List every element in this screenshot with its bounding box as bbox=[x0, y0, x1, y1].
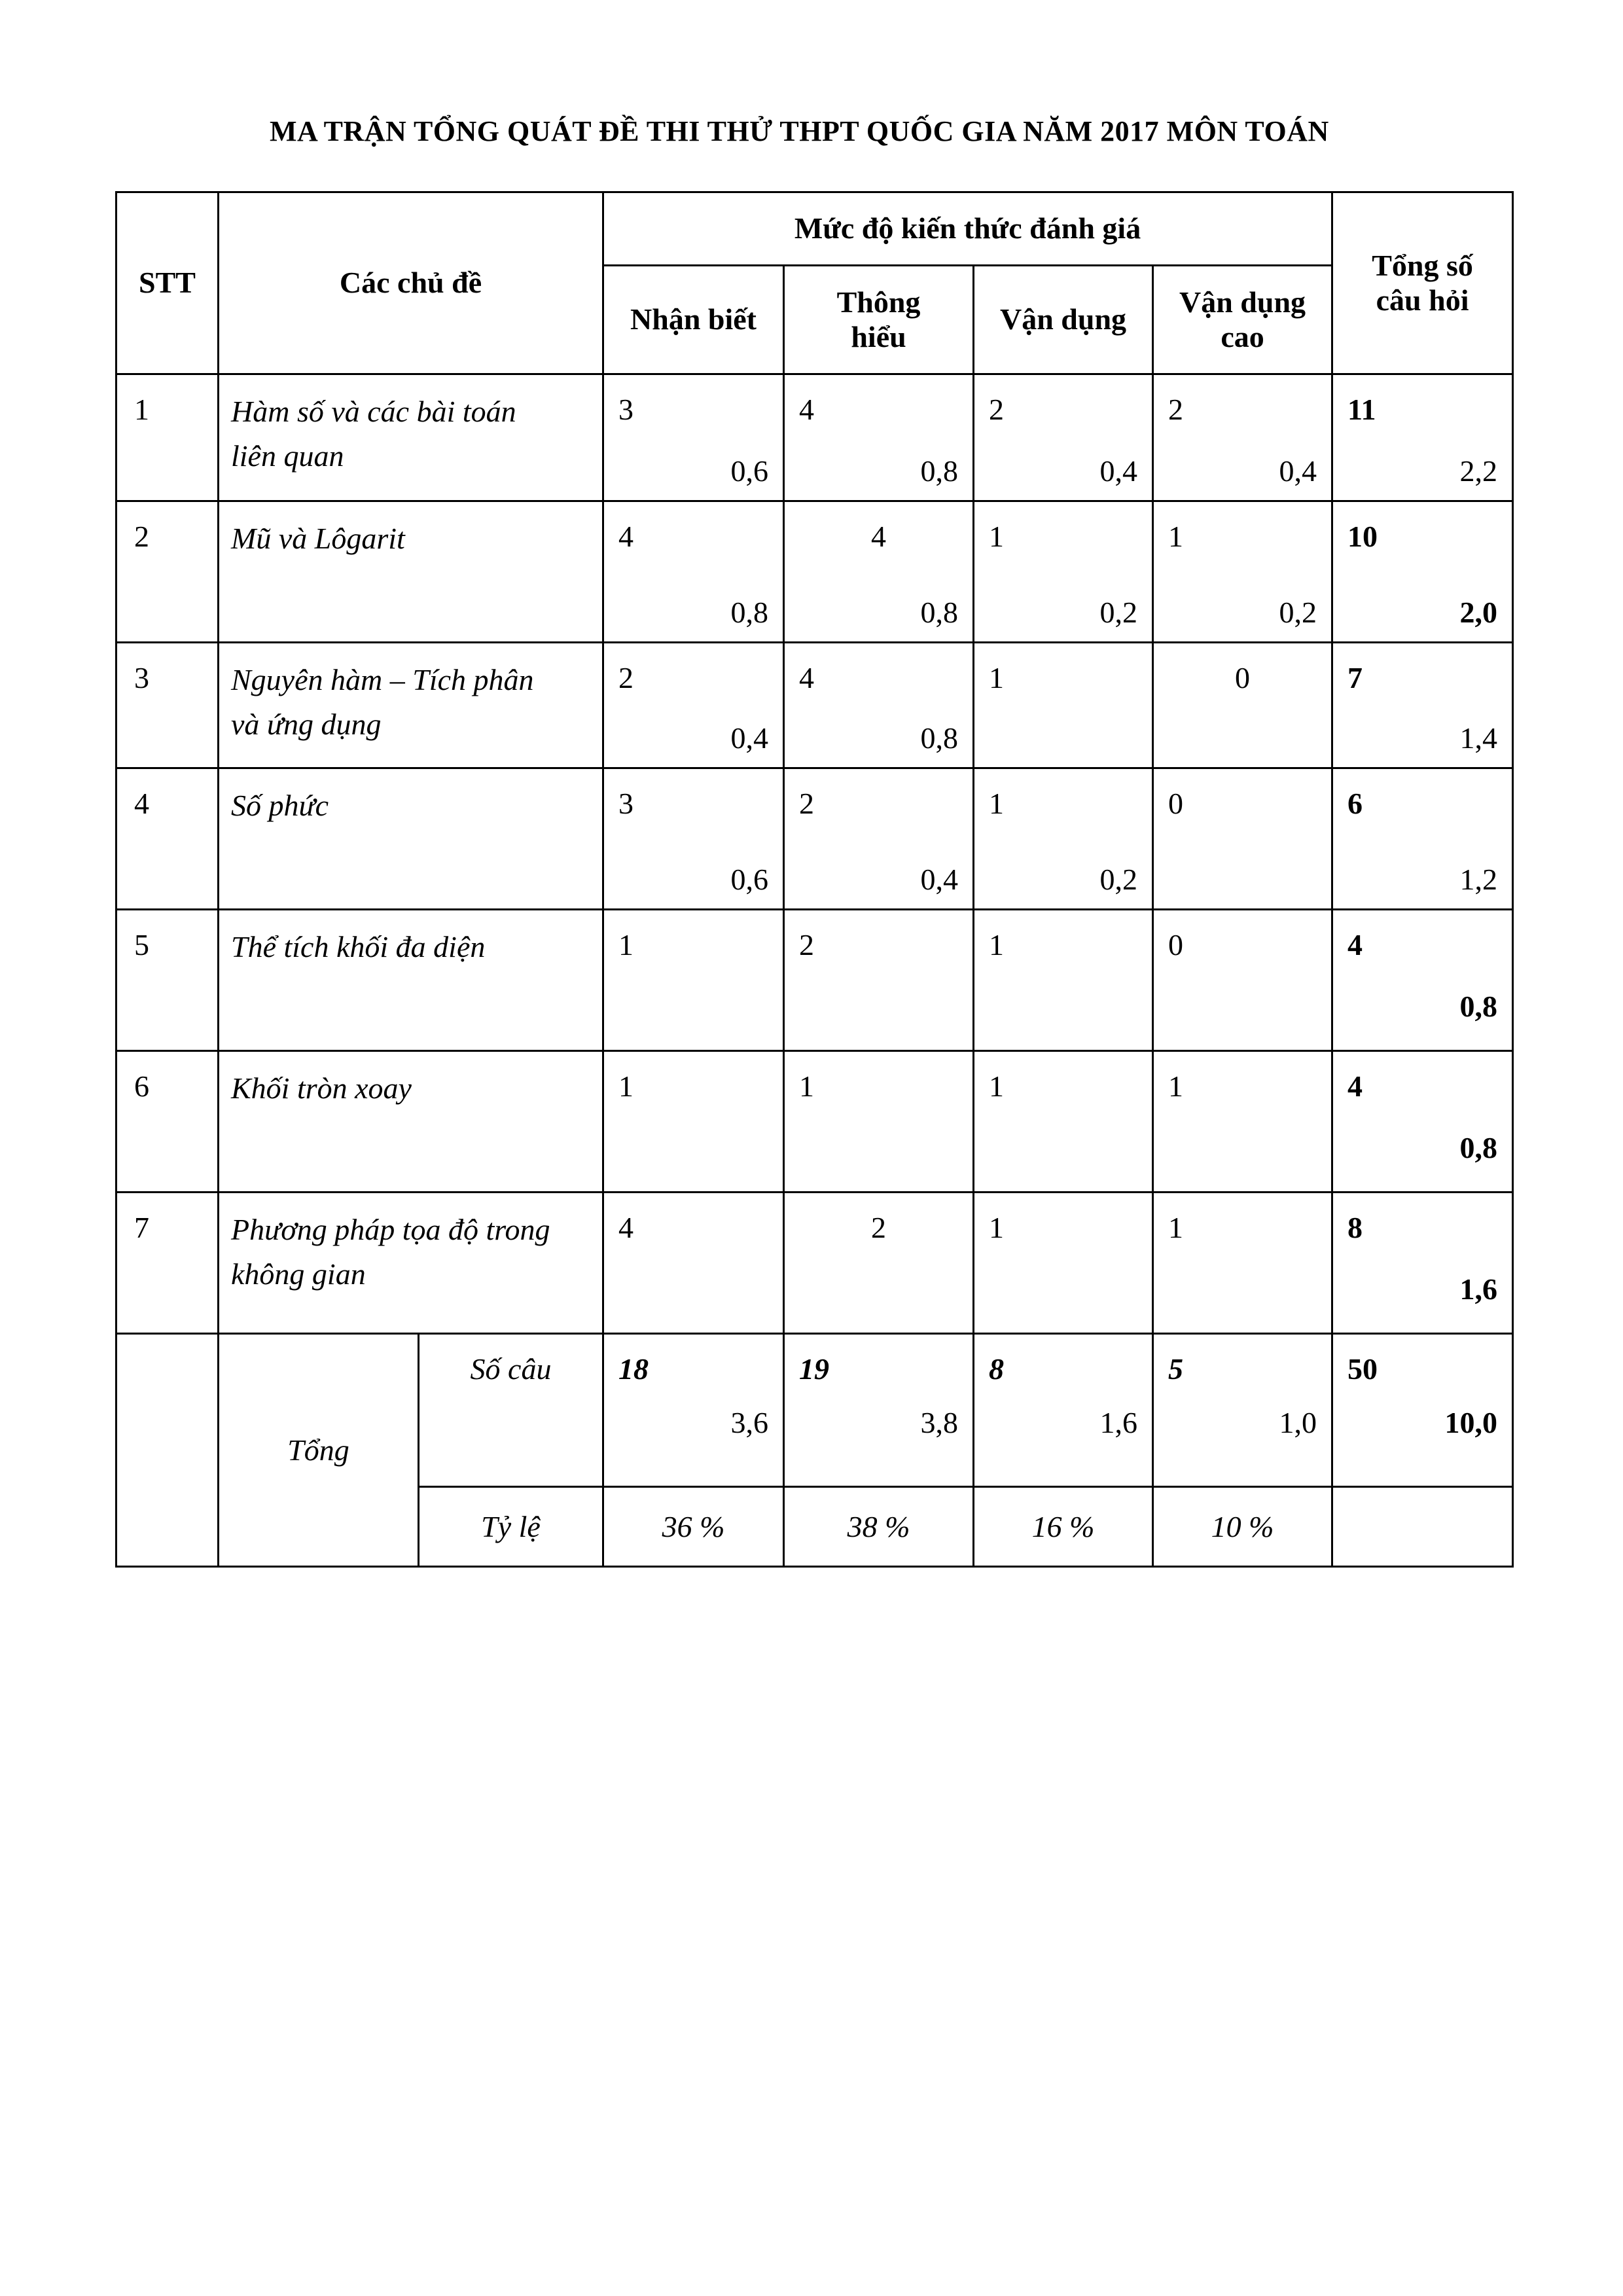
level-cell bbox=[784, 374, 974, 501]
summary-count: 18 bbox=[618, 1352, 649, 1386]
question-count: 1 bbox=[618, 928, 634, 961]
row-topic-line: Số phức bbox=[231, 789, 329, 822]
score-value: 0,4 bbox=[1099, 454, 1138, 488]
topic-rows bbox=[116, 374, 1513, 1334]
row-stt: 5 bbox=[116, 910, 219, 1051]
row-topic-line: Phương pháp tọa độ trong bbox=[231, 1213, 550, 1246]
level-cell bbox=[1153, 1051, 1332, 1193]
level-cell bbox=[974, 910, 1153, 1051]
question-count: 1 bbox=[989, 787, 1005, 820]
score-value: 0,6 bbox=[730, 454, 769, 488]
row-total-count: 4 bbox=[1347, 928, 1363, 961]
question-count: 4 bbox=[618, 1211, 634, 1244]
question-count: 2 bbox=[618, 661, 634, 694]
summary-ratio: 10 % bbox=[1153, 1487, 1332, 1567]
row-total-count: 10 bbox=[1347, 520, 1378, 553]
question-count: 1 bbox=[1168, 1211, 1184, 1244]
score-value: 0,8 bbox=[920, 454, 959, 488]
row-total-count: 4 bbox=[1347, 1069, 1363, 1103]
header-topics: Các chủ đề bbox=[219, 192, 603, 374]
summary-cell bbox=[784, 1334, 974, 1487]
row-total-cell bbox=[1332, 1193, 1513, 1334]
row-total-cell bbox=[1332, 768, 1513, 910]
score-value: 0,8 bbox=[730, 596, 769, 629]
row-topic bbox=[219, 1193, 603, 1334]
title-text: MA TRẬN TỔNG QUÁT ĐỀ THI THỬ THPT QUỐC GIA NĂM 2017 MÔN TOÁN bbox=[270, 115, 1329, 147]
question-count: 1 bbox=[989, 1069, 1005, 1103]
row-total-score: 0,8 bbox=[1459, 990, 1498, 1023]
summary-count: 8 bbox=[989, 1352, 1005, 1386]
level-cell bbox=[603, 501, 784, 643]
row-total-score: 1,2 bbox=[1459, 863, 1498, 896]
row-stt: 3 bbox=[116, 643, 219, 768]
row-total-count: 8 bbox=[1347, 1211, 1363, 1244]
row-topic-line: Nguyên hàm – Tích phân bbox=[231, 663, 534, 696]
header-level-recognition bbox=[603, 266, 784, 374]
row-total-cell bbox=[1332, 910, 1513, 1051]
level-cell bbox=[974, 374, 1153, 501]
header-total bbox=[1332, 192, 1513, 374]
summary-count-label: Số câu bbox=[419, 1334, 603, 1487]
question-count: 4 bbox=[799, 661, 815, 694]
question-count: 4 bbox=[799, 393, 815, 426]
row-topic bbox=[219, 374, 603, 501]
level-cell bbox=[603, 643, 784, 768]
header-level-comprehension-line2: hiểu bbox=[851, 319, 906, 353]
summary-total-cell bbox=[1332, 1334, 1513, 1487]
summary-ratio-label: Tỷ lệ bbox=[419, 1487, 603, 1567]
row-topic-line: không gian bbox=[231, 1257, 366, 1291]
row-total-count: 6 bbox=[1347, 787, 1363, 820]
topic-row bbox=[116, 643, 1513, 768]
header-stt: STT bbox=[116, 192, 219, 374]
question-count: 1 bbox=[1168, 1069, 1184, 1103]
score-value: 0,2 bbox=[1099, 596, 1138, 629]
summary-stt-empty bbox=[116, 1334, 219, 1567]
summary-score: 3,6 bbox=[730, 1406, 769, 1439]
row-total-count: 11 bbox=[1347, 393, 1376, 426]
summary-ratio-empty bbox=[1332, 1487, 1513, 1567]
level-cell bbox=[1153, 374, 1332, 501]
header-level-high-application-line1: Vận dụng bbox=[1179, 285, 1306, 319]
level-cell bbox=[603, 768, 784, 910]
header-level-recognition-text: Nhận biết bbox=[630, 302, 757, 336]
row-total-score: 2,0 bbox=[1459, 596, 1498, 629]
row-stt: 2 bbox=[116, 501, 219, 643]
summary-cell bbox=[974, 1334, 1153, 1487]
header-row-1 bbox=[116, 192, 1513, 266]
summary-section bbox=[116, 1334, 1513, 1567]
row-stt: 4 bbox=[116, 768, 219, 910]
level-cell bbox=[603, 910, 784, 1051]
row-total-cell bbox=[1332, 374, 1513, 501]
score-value: 0,2 bbox=[1099, 863, 1138, 896]
level-cell bbox=[784, 1051, 974, 1193]
question-count: 4 bbox=[871, 520, 887, 553]
row-total-cell bbox=[1332, 1051, 1513, 1193]
header-level-comprehension-line1: Thông bbox=[836, 285, 921, 319]
summary-score: 1,6 bbox=[1099, 1406, 1138, 1439]
row-topic bbox=[219, 1051, 603, 1193]
level-cell bbox=[784, 643, 974, 768]
summary-score: 1,0 bbox=[1279, 1406, 1317, 1439]
level-cell bbox=[974, 1193, 1153, 1334]
row-stt: 7 bbox=[116, 1193, 219, 1334]
level-cell bbox=[784, 501, 974, 643]
level-cell bbox=[974, 643, 1153, 768]
topic-row bbox=[116, 1051, 1513, 1193]
question-count: 2 bbox=[989, 393, 1005, 426]
score-value: 0,2 bbox=[1279, 596, 1317, 629]
row-topic bbox=[219, 768, 603, 910]
summary-total-score: 10,0 bbox=[1444, 1406, 1498, 1439]
level-cell bbox=[974, 1051, 1153, 1193]
header-level-application-text: Vận dụng bbox=[999, 302, 1127, 336]
header-total-line1: Tổng số bbox=[1372, 248, 1473, 282]
summary-count-row bbox=[116, 1334, 1513, 1487]
row-stt: 6 bbox=[116, 1051, 219, 1193]
row-total-score: 1,6 bbox=[1459, 1272, 1498, 1306]
summary-count: 19 bbox=[799, 1352, 830, 1386]
row-total-score: 0,8 bbox=[1459, 1131, 1498, 1164]
summary-count: 5 bbox=[1168, 1352, 1184, 1386]
summary-ratio: 16 % bbox=[974, 1487, 1153, 1567]
header-level-group: Mức độ kiến thức đánh giá bbox=[603, 192, 1332, 266]
row-topic-line: liên quan bbox=[231, 439, 344, 473]
topic-row bbox=[116, 1193, 1513, 1334]
question-count: 1 bbox=[618, 1069, 634, 1103]
question-count: 0 bbox=[1168, 787, 1184, 820]
level-cell bbox=[603, 1193, 784, 1334]
level-cell bbox=[603, 374, 784, 501]
row-stt: 1 bbox=[116, 374, 219, 501]
question-count: 2 bbox=[799, 787, 815, 820]
score-value: 0,8 bbox=[920, 596, 959, 629]
score-value: 0,4 bbox=[920, 863, 959, 896]
score-value: 0,4 bbox=[730, 721, 769, 755]
level-cell bbox=[784, 910, 974, 1051]
summary-ratio: 38 % bbox=[784, 1487, 974, 1567]
level-cell bbox=[974, 501, 1153, 643]
level-cell bbox=[784, 768, 974, 910]
level-cell bbox=[784, 1193, 974, 1334]
question-count: 1 bbox=[799, 1069, 815, 1103]
header-level-high-application bbox=[1153, 266, 1332, 374]
header-level-comprehension bbox=[784, 266, 974, 374]
row-total-cell bbox=[1332, 643, 1513, 768]
question-count: 1 bbox=[989, 661, 1005, 694]
level-cell bbox=[603, 1051, 784, 1193]
question-count: 2 bbox=[871, 1211, 887, 1244]
question-count: 0 bbox=[1235, 661, 1251, 694]
question-count: 3 bbox=[618, 393, 634, 426]
question-count: 1 bbox=[1168, 520, 1184, 553]
question-count: 3 bbox=[618, 787, 634, 820]
row-total-score: 1,4 bbox=[1459, 721, 1498, 755]
row-total-count: 7 bbox=[1347, 661, 1363, 694]
summary-cell bbox=[603, 1334, 784, 1487]
header-level-high-application-line2: cao bbox=[1221, 319, 1264, 353]
question-count: 4 bbox=[618, 520, 634, 553]
level-cell bbox=[1153, 768, 1332, 910]
question-count: 2 bbox=[799, 928, 815, 961]
header-level-application bbox=[974, 266, 1153, 374]
topic-row bbox=[116, 501, 1513, 643]
row-total-cell bbox=[1332, 501, 1513, 643]
header-total-line2: câu hỏi bbox=[1376, 283, 1469, 317]
score-value: 0,4 bbox=[1279, 454, 1317, 488]
row-topic-line: Thể tích khối đa diện bbox=[231, 930, 486, 963]
summary-label: Tổng bbox=[219, 1334, 419, 1567]
topic-row bbox=[116, 374, 1513, 501]
question-count: 1 bbox=[989, 520, 1005, 553]
level-cell bbox=[1153, 1193, 1332, 1334]
level-cell bbox=[1153, 643, 1332, 768]
knowledge-matrix-table bbox=[115, 191, 1514, 1568]
question-count: 1 bbox=[989, 928, 1005, 961]
row-topic bbox=[219, 501, 603, 643]
summary-score: 3,8 bbox=[920, 1406, 959, 1439]
summary-total-count: 50 bbox=[1347, 1352, 1378, 1386]
question-count: 2 bbox=[1168, 393, 1184, 426]
score-value: 0,8 bbox=[920, 721, 959, 755]
question-count: 0 bbox=[1168, 928, 1184, 961]
summary-cell bbox=[1153, 1334, 1332, 1487]
row-topic bbox=[219, 910, 603, 1051]
row-total-score: 2,2 bbox=[1459, 454, 1498, 488]
level-cell bbox=[974, 768, 1153, 910]
row-topic-line: và ứng dụng bbox=[231, 708, 382, 741]
topic-row bbox=[116, 910, 1513, 1051]
topic-row bbox=[116, 768, 1513, 910]
level-cell bbox=[1153, 910, 1332, 1051]
row-topic bbox=[219, 643, 603, 768]
row-topic-line: Khối tròn xoay bbox=[231, 1071, 412, 1105]
question-count: 1 bbox=[989, 1211, 1005, 1244]
row-topic-line: Mũ và Lôgarit bbox=[231, 522, 405, 555]
score-value: 0,6 bbox=[730, 863, 769, 896]
summary-ratio: 36 % bbox=[603, 1487, 784, 1567]
level-cell bbox=[1153, 501, 1332, 643]
row-topic-line: Hàm số và các bài toán bbox=[231, 395, 516, 428]
